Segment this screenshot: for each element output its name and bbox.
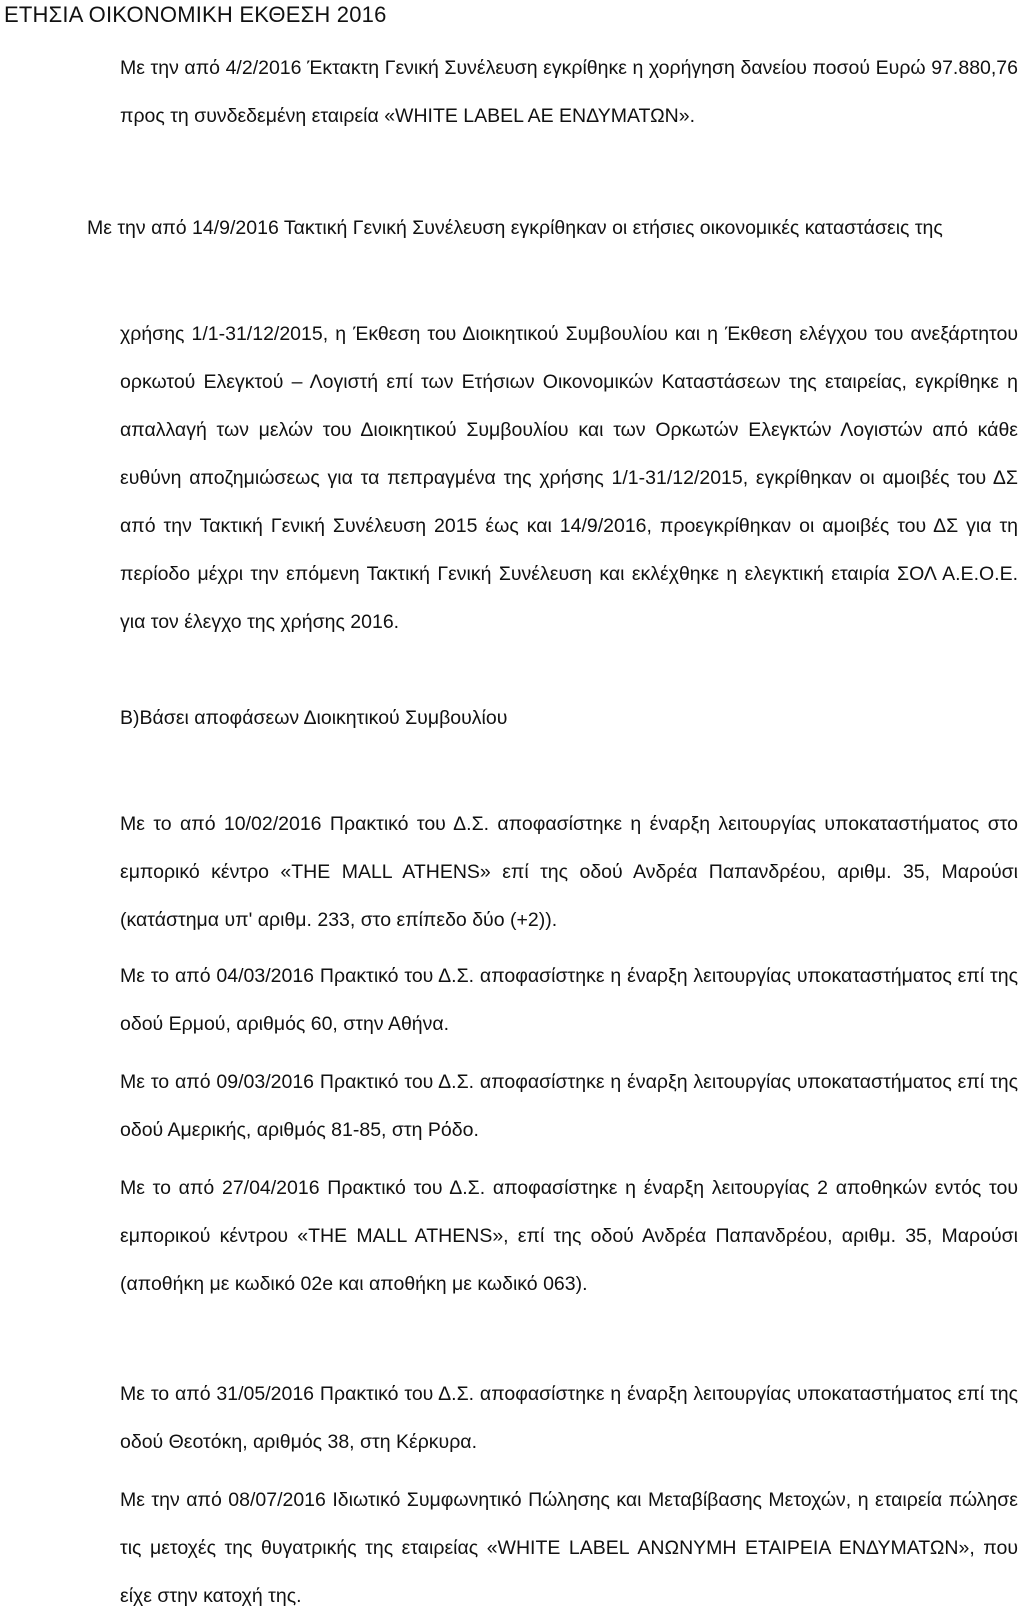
paragraph-loan-approval: Με την από 4/2/2016 Έκτακτη Γενική Συνέλευση εγκρίθηκε η χορήγηση δανείου ποσού Ευρώ 97.880,76 προς τη συνδεδεμένη εταιρεία «WHITE LABEL AE ΕΝΔΥΜΑΤΩΝ». [120, 57, 1018, 127]
running-header: ΕΤΗΣΙΑ ΟΙΚΟΝΟΜΙΚΗ ΕΚΘΕΣΗ 2016 [4, 2, 387, 27]
paragraph-ordinary-meeting: Με την από 14/9/2016 Τακτική Γενική Συνέλευση εγκρίθηκαν οι ετήσιες οικονομικές καταστάσεις της [87, 217, 943, 239]
paragraph-ermou-branch: Με το από 04/03/2016 Πρακτικό του Δ.Σ. αποφασίστηκε η έναρξη λειτουργίας υποκαταστήματος επί της οδού Ερμού, αριθμός 60, στην Αθήνα. [120, 965, 1018, 1035]
section-heading-board-decisions: Β)Βάσει αποφάσεων Διοικητικού Συμβουλίου [120, 707, 508, 729]
paragraph-financial-statements: χρήσης 1/1-31/12/2015, η Έκθεση του Διοικητικού Συμβουλίου και η Έκθεση ελέγχου του ανεξάρτητου ορκωτού Ελεγκτού – Λογιστή επί των Ετήσιων Οικονομικών Καταστάσεων της εταιρείας, εγκρίθηκε η απαλλαγή των μελών του Διοικητικού Συμβουλίου και των Ορκωτών Ελεγκτών Λογιστών από κάθε ευθύνη αποζημιώσεως για τα πεπραγμένα της χρήσης 1/1-31/12/2015, εγκρίθηκαν οι αμοιβές του ΔΣ από την Τακτική Γενική Συνέλευση 2015 έως και 14/9/2016, προεγκρίθηκαν οι αμοιβές του ΔΣ για τη περίοδο μέχρι την επόμενη Τακτική Γενική Συνέλευση και εκλέχθηκε η ελεγκτική εταιρία ΣΟΛ Α.Ε.Ο.Ε. για τον έλεγχο της χρήσης 2016. [120, 323, 1018, 633]
paragraph-rhodes-branch: Με το από 09/03/2016 Πρακτικό του Δ.Σ. αποφασίστηκε η έναρξη λειτουργίας υποκαταστήματος επί της οδού Αμερικής, αριθμός 81-85, στη Ρόδο. [120, 1071, 1018, 1141]
paragraph-corfu-branch: Με το από 31/05/2016 Πρακτικό του Δ.Σ. αποφασίστηκε η έναρξη λειτουργίας υποκαταστήματος επί της οδού Θεοτόκη, αριθμός 38, στη Κέρκυρα. [120, 1383, 1018, 1453]
paragraph-mall-warehouses: Με το από 27/04/2016 Πρακτικό του Δ.Σ. αποφασίστηκε η έναρξη λειτουργίας 2 αποθηκών εντός του εμπορικού κέντρου «THE MALL ATHENS», επί της οδού Ανδρέα Παπανδρέου, αριθμ. 35, Μαρούσι (αποθήκη με κωδικό 02e και αποθήκη με κωδικό 063). [120, 1177, 1018, 1295]
paragraph-share-sale: Με την από 08/07/2016 Ιδιωτικό Συμφωνητικό Πώλησης και Μεταβίβασης Μετοχών, η εταιρεία πώλησε τις μετοχές της θυγατρικής της εταιρείας «WHITE LABEL ΑΝΩΝΥΜΗ ΕΤΑΙΡΕΙΑ ΕΝΔΥΜΑΤΩΝ», που είχε στην κατοχή της. [120, 1489, 1018, 1607]
paragraph-mall-athens-branch: Με το από 10/02/2016 Πρακτικό του Δ.Σ. αποφασίστηκε η έναρξη λειτουργίας υποκαταστήματος στο εμπορικό κέντρο «THE MALL ATHENS» επί της οδού Ανδρέα Παπανδρέου, αριθμ. 35, Μαρούσι (κατάστημα υπ' αριθμ. 233, στο επίπεδο δύο (+2)). [120, 813, 1018, 931]
